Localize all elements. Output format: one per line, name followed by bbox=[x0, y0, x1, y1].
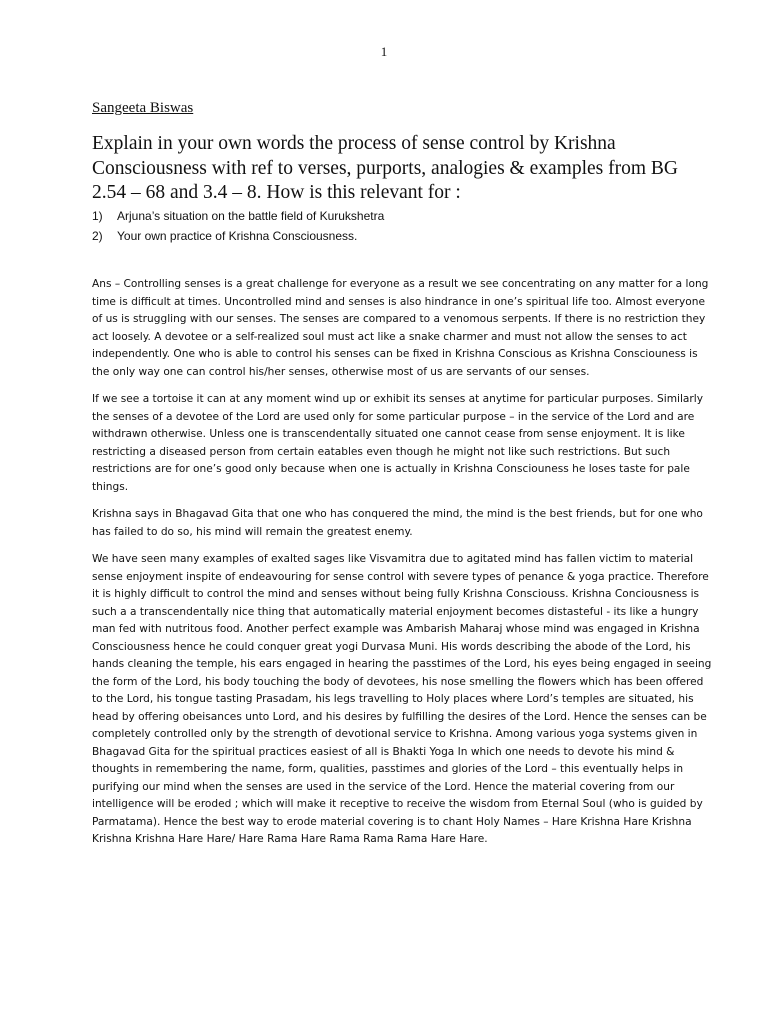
question-heading: Explain in your own words the process of sense control by Krishna Consciousness with ref to verses, purports, analogies & examples from BG 2.54 – 68 and 3.4 – 8. How is this relevant for : bbox=[92, 133, 678, 203]
answer-paragraph: Ans – Controlling senses is a great challenge for everyone as a result we see concentrating on any matter for a long time is difficult at times. Uncontrolled mind and senses is also hindrance in one’s spiritual life too. Almost everyone of us is struggling with our senses. The senses are compared to a venomous serpents. If there is no restriction they act loosely. A devotee or a self-realized soul must act like a snake charmer and must not allow the senses to act independently. One who is able to control his senses can be fixed in Krishna Conscious as Krishna Consciouness is the only way one can control his/her senses, otherwise most of us are servants of our senses. bbox=[92, 278, 709, 378]
sub-question-number: 1) bbox=[92, 209, 103, 223]
page-number: 1 bbox=[380, 44, 388, 59]
answer-paragraph: If we see a tortoise it can at any moment wind up or exhibit its senses at anytime for particular purposes. Similarly the senses of a devotee of the Lord are used only for some particular purpose – in the service of the Lord and are withdrawn otherwise. Unless one is transcendentally situated one cannot cease from sense enjoyment. It is like restricting a diseased person from certain eatables even though he might not like such restrictions. But such restrictions are for one’s good only because when one is actually in Krishna Consciouness he loses taste for pale things. bbox=[92, 393, 703, 493]
author-name: Sangeeta Biswas bbox=[92, 100, 194, 116]
answer-body bbox=[92, 276, 712, 859]
sub-question-text: Arjuna’s situation on the battle field of Kurukshetra bbox=[117, 209, 385, 223]
answer-paragraph: We have seen many examples of exalted sages like Visvamitra due to agitated mind has fallen victim to material sense enjoyment inspite of endeavouring for sense control with severe types of penance & yoga practice. Therefore it is highly difficult to control the mind and senses without being fully Krishna Consciouss. Krishna Conciousness is such a a transcendentally nice thing that automatically material enjoyment becomes distasteful - its like a hungry man fed with nutritous food. Another perfect example was Ambarish Maharaj whose mind was engaged in Krishna Consciousness hence he could conquer great yogi Durvasa Muni. His words describing the abode of the Lord, his hands cleaning the temple, his ears engaged in hearing the passtimes of the Lord, his eyes being engaged in seeing the form of the Lord, his body touching the body of devotees, his nose smelling the flowers which has been offered to the Lord, his tongue tasting Prasadam, his legs travelling to Holy places where Lord’s temples are situated, his head by offering obeisances unto Lord, and his desires by fulfilling the desires of the Lord. Hence the senses can be completely controlled only by the strength of devotional service to Krishna. Among various yoga systems given in Bhagavad Gita for the spiritual practices easiest of all is Bhakti Yoga In which one needs to devote his mind & thoughts in remembering the name, form, qualities, passtimes and glories of the Lord – this eventually helps in purifying our mind when the senses are used in the service of the Lord. Hence the material covering from our intelligence will be eroded ; which will make it receptive to receive the wisdom from Eternal Soul (who is guided by Parmatama). Hence the best way to erode material covering is to chant Holy Names – Hare Krishna Hare Krishna Krishna Krishna Hare Hare/ Hare Rama Hare Rama Rama Rama Hare Hare. bbox=[92, 553, 712, 845]
sub-question-item bbox=[92, 206, 692, 226]
sub-question-text: Your own practice of Krishna Consciousness. bbox=[117, 229, 358, 243]
sub-question-item bbox=[92, 226, 692, 246]
answer-paragraph: Krishna says in Bhagavad Gita that one who has conquered the mind, the mind is the best friends, but for one who has failed to do so, his mind will remain the greatest enemy. bbox=[92, 508, 703, 538]
sub-question-number: 2) bbox=[92, 229, 103, 243]
sub-question-list bbox=[92, 206, 692, 246]
